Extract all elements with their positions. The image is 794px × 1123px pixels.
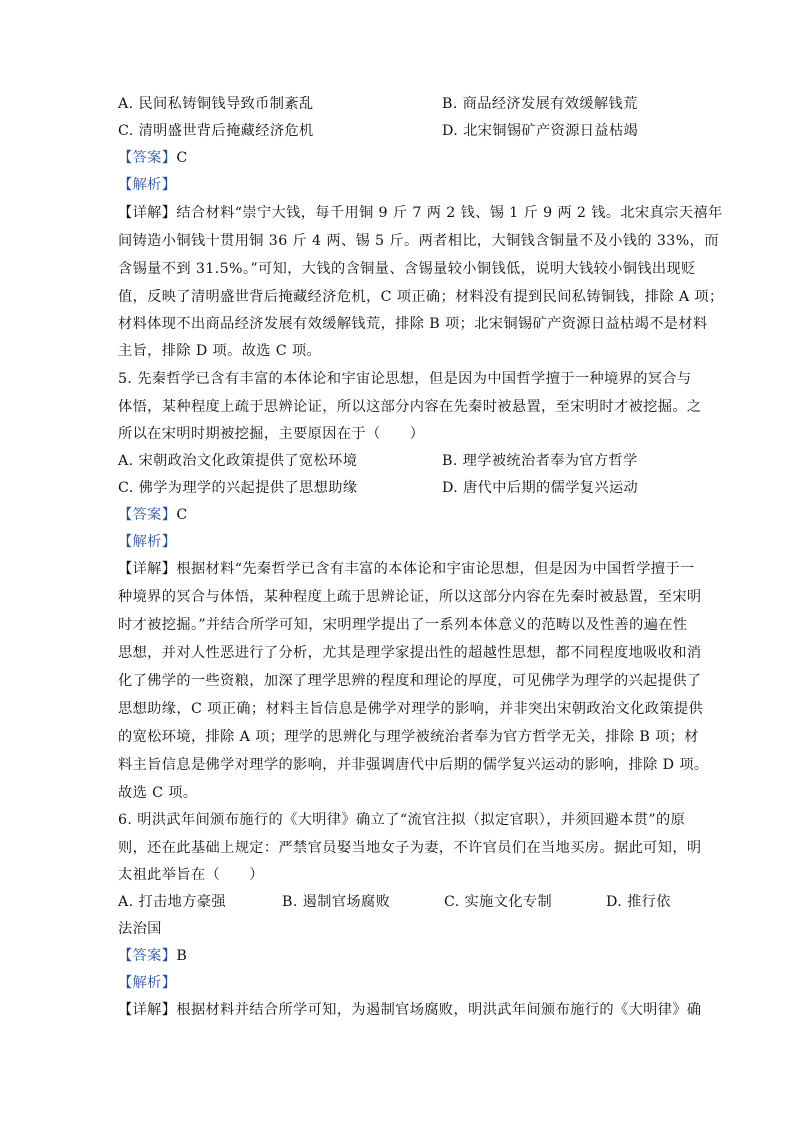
q4-options-row-2 <box>118 121 678 141</box>
q5-answer-line <box>118 505 188 525</box>
q6-option-d: D. 推行依 <box>606 894 671 910</box>
q6-option-d-continued: 法治国 <box>118 921 162 937</box>
q5-detail-line-3: 时才被挖掘。”并结合所学可知，宋明理学提出了一系列本体意义的范畴以及性善的遍在性 <box>118 617 688 633</box>
q5-detail-line-9: 故选 C 项。 <box>118 785 198 801</box>
q6-stem-line-1: 6. 明洪武年间颁布施行的《大明律》确立了“流官注拟（拟定官职），并须回避本贯”的原 <box>118 812 686 828</box>
q4-detail-line-1 <box>118 203 723 223</box>
q4-option-b: B. 商品经济发展有效缓解钱荒 <box>442 96 638 112</box>
q5-option-c: C. 佛学为理学的兴起提供了思想助缘 <box>118 480 358 496</box>
q6-stem-line-2: 则，还在此基础上规定：严禁官员娶当地女子为妻，不许官员们在当地买房。据此可知，明 <box>118 840 702 856</box>
q4-detail-text: 结合材料“崇宁大钱，每千用铜 9 斤 7 两 2 钱、锡 1 斤 9 两 2 钱。北宋真宗天禧年 <box>176 205 723 221</box>
q6-detail-tag: 【详解】 <box>118 1002 177 1018</box>
q5-stem-line-2: 体悟，某种程度上疏于思辨论证，所以这部分内容在先秦时被悬置，至宋明时才被挖掘。之 <box>118 399 702 415</box>
q6-options-row <box>118 892 678 912</box>
q6-detail-text: 根据材料并结合所学可知，为遏制官场腐败，明洪武年间颁布施行的《大明律》确 <box>176 1002 702 1018</box>
q4-answer: C <box>176 150 188 166</box>
q6-answer-tag: 【答案】 <box>118 948 177 964</box>
q5-option-a: A. 宋朝政治文化政策提供了宽松环境 <box>118 453 358 469</box>
q6-option-b: B. 遏制官场腐败 <box>282 894 391 910</box>
q4-option-c: C. 清明盛世背后掩藏经济危机 <box>118 123 314 139</box>
q5-detail-line-8: 料主旨信息是佛学对理学的影响，并非强调唐代中后期的儒学复兴运动的影响，排除 D 项。 <box>118 757 709 773</box>
q6-stem-line-3: 太祖此举旨在（ ） <box>118 867 264 883</box>
q5-stem-line-1: 5. 先秦哲学已含有丰富的本体论和宇宙论思想，但是因为中国哲学擅于一种境界的冥合与 <box>118 371 692 387</box>
q4-analysis-tag: 【解析】 <box>118 177 177 193</box>
q4-detail-line-4: 值，反映了清明盛世背后掩藏经济危机，C 项正确；材料没有提到民间私铸铜钱，排除 A 项； <box>118 289 724 305</box>
q5-answer-tag: 【答案】 <box>118 507 177 523</box>
q6-option-a: A. 打击地方豪强 <box>118 894 226 910</box>
q5-option-d: D. 唐代中后期的儒学复兴运动 <box>442 480 639 496</box>
q6-answer-line <box>118 946 187 966</box>
q4-answer-line <box>118 148 188 168</box>
q5-detail-line-1 <box>118 559 695 579</box>
q5-detail-text: 根据材料“先秦哲学已含有丰富的本体论和宇宙论思想，但是因为中国哲学擅于一 <box>176 561 695 577</box>
q5-analysis-line <box>118 532 176 552</box>
q5-stem-line-3: 所以在宋明时期被挖掘，主要原因在于（ ） <box>118 426 425 442</box>
q5-detail-tag: 【详解】 <box>118 561 177 577</box>
q6-answer: B <box>176 948 188 964</box>
q5-options-row-1 <box>118 451 678 471</box>
q4-detail-line-6: 主旨，排除 D 项。故选 C 项。 <box>118 343 322 359</box>
q6-analysis-line <box>118 973 176 993</box>
q5-detail-line-7: 的宽松环境，排除 A 项；理学的思辨化与理学被统治者奉为官方哲学无关，排除 B 项；材 <box>118 729 699 745</box>
q4-answer-tag: 【答案】 <box>118 150 177 166</box>
q6-option-c: C. 实施文化专制 <box>444 894 553 910</box>
q4-detail-line-5: 材料体现不出商品经济发展有效缓解钱荒，排除 B 项；北宋铜锡矿产资源日益枯竭不是材料 <box>118 316 708 332</box>
q4-detail-line-2: 间铸造小铜钱十贯用铜 36 斤 4 两、锡 5 斤。两者相比，大铜钱含铜量不及小钱的 33%，而 <box>118 233 719 249</box>
q4-detail-tag: 【详解】 <box>118 205 177 221</box>
q5-detail-line-4: 思想，并对人性恶进行了分析，尤其是理学家提出性的超越性思想，都不同程度地吸收和消 <box>118 645 702 661</box>
q5-answer: C <box>176 507 188 523</box>
q5-detail-line-6: 思想助缘，C 项正确；材料主旨信息是佛学对理学的影响，并非突出宋朝政治文化政策提供 <box>118 701 704 717</box>
q4-options-row-1 <box>118 94 678 114</box>
q5-detail-line-5: 化了佛学的一些资粮，加深了理学思辨的程度和理论的厚度，可见佛学为理学的兴起提供了 <box>118 673 702 689</box>
q4-detail-line-3: 含锡量不到 31.5%。”可知，大钱的含铜量、含锡量较小铜钱低，说明大钱较小铜钱出现贬 <box>118 261 696 277</box>
q4-option-a: A. 民间私铸铜钱导致币制紊乱 <box>118 96 314 112</box>
q5-options-row-2 <box>118 478 678 498</box>
q5-option-b: B. 理学被统治者奉为官方哲学 <box>442 453 638 469</box>
q5-detail-line-2: 种境界的冥合与体悟，某种程度上疏于思辨论证，所以这部分内容在先秦时被悬置，至宋明 <box>118 589 702 605</box>
q4-option-d: D. 北宋铜锡矿产资源日益枯竭 <box>442 123 639 139</box>
q6-analysis-tag: 【解析】 <box>118 975 177 991</box>
q6-detail-line-1 <box>118 1000 702 1020</box>
q4-analysis-line <box>118 175 176 195</box>
q5-analysis-tag: 【解析】 <box>118 534 177 550</box>
